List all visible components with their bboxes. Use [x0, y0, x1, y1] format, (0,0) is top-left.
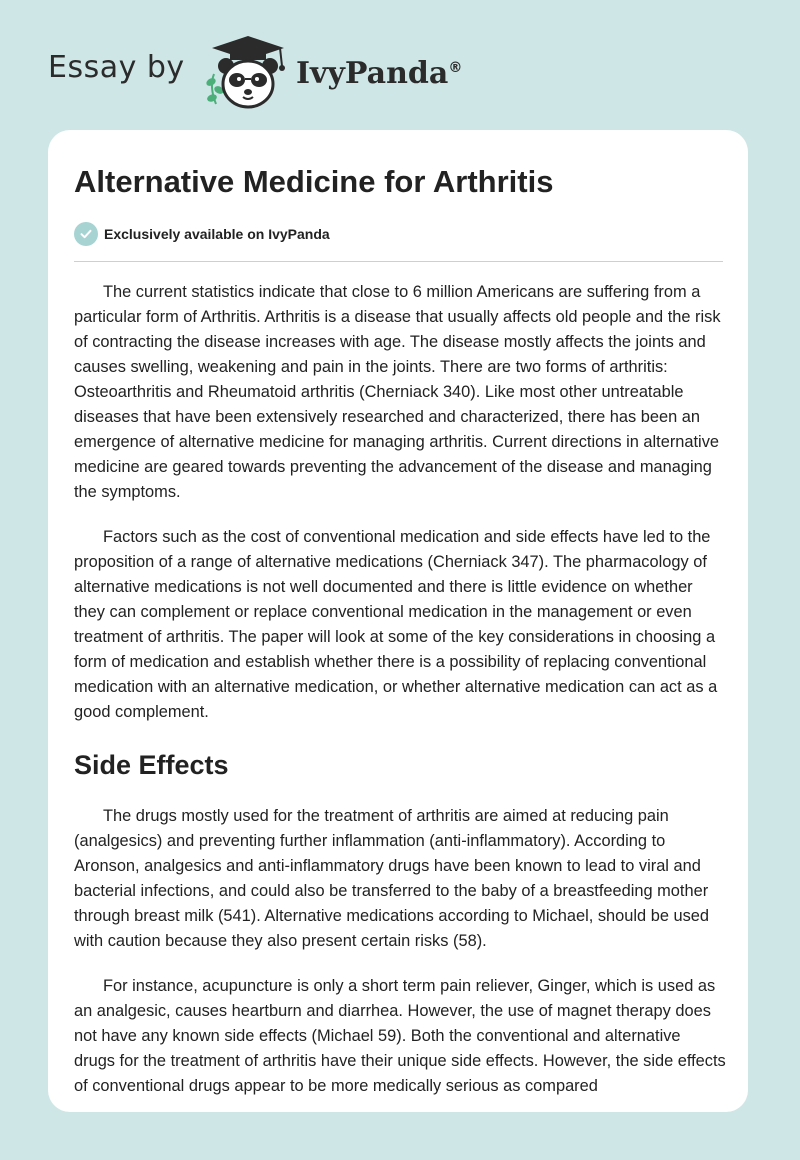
paragraph: For instance, acupuncture is only a short term pain reliever, Ginger, which is used as an analgesic, causes heartburn and diarrhea. However, the use of magnet therapy does not have any known side effects (Michael 59). Both the conventional and alternative drugs for the treatment of arthritis have their unique side effects. However, the side effects of conventional drugs appear to be more medically serious as compared: [74, 977, 726, 1095]
section-heading: Side Effects: [74, 750, 229, 780]
exclusive-badge: [74, 222, 330, 246]
paragraph: The current statistics indicate that close to 6 million Americans are suffering from a particular form of Arthritis. Arthritis is a disease that usually affects old people and the risk of contracting the disease increases with age. The disease mostly affects the joints and causes swelling, weakening and pain in the joints. There are two forms of arthritis: Osteoarthritis and Rheumatoid arthritis (Cherniack 340). Like most other untreatable diseases that have been extensively researched and characterized, there has been an emergence of alternative medicine for managing arthritis. Current directions in alternative medicine are geared towards preventing the advancement of the disease and managing the symptoms.: [74, 283, 721, 501]
site-header: [0, 0, 800, 120]
essay-by-label: Essay by: [48, 50, 185, 85]
exclusive-label: Exclusively available on IvyPanda: [104, 226, 330, 242]
check-circle-icon: [74, 222, 98, 246]
essay-card: [48, 130, 748, 1112]
paragraph: Factors such as the cost of conventional medication and side effects have led to the proposition of a range of alternative medications (Cherniack 347). The pharmacology of alternative medications is not well documented and there is little evidence on whether they can complement or replace conventional medication in the management or even treatment of arthritis. The paper will look at some of the key considerations in choosing a form of medication and establish whether there is a possibility of replacing conventional medication with an alternative medication, or whether alternative medication can act as a good complement.: [74, 528, 718, 721]
panda-logo-icon[interactable]: [200, 34, 296, 110]
essay-body: [74, 280, 726, 1112]
page-title: Alternative Medicine for Arthritis: [74, 164, 554, 199]
paragraph: The drugs mostly used for the treatment of arthritis are aimed at reducing pain (analgesics) and preventing further inflammation (anti-inflammatory). According to Aronson, analgesics and anti-inflammatory drugs have been known to lead to viral and bacterial infections, and could also be transferred to the baby of a breastfeeding mother through breast milk (541). Alternative medications according to Michael, should be used with caution because they also present certain risks (58).: [74, 807, 710, 950]
brand-name[interactable]: [296, 56, 462, 91]
registered-mark: ®: [448, 60, 463, 76]
divider: [74, 261, 723, 262]
brand-text: IvyPanda: [296, 56, 449, 91]
